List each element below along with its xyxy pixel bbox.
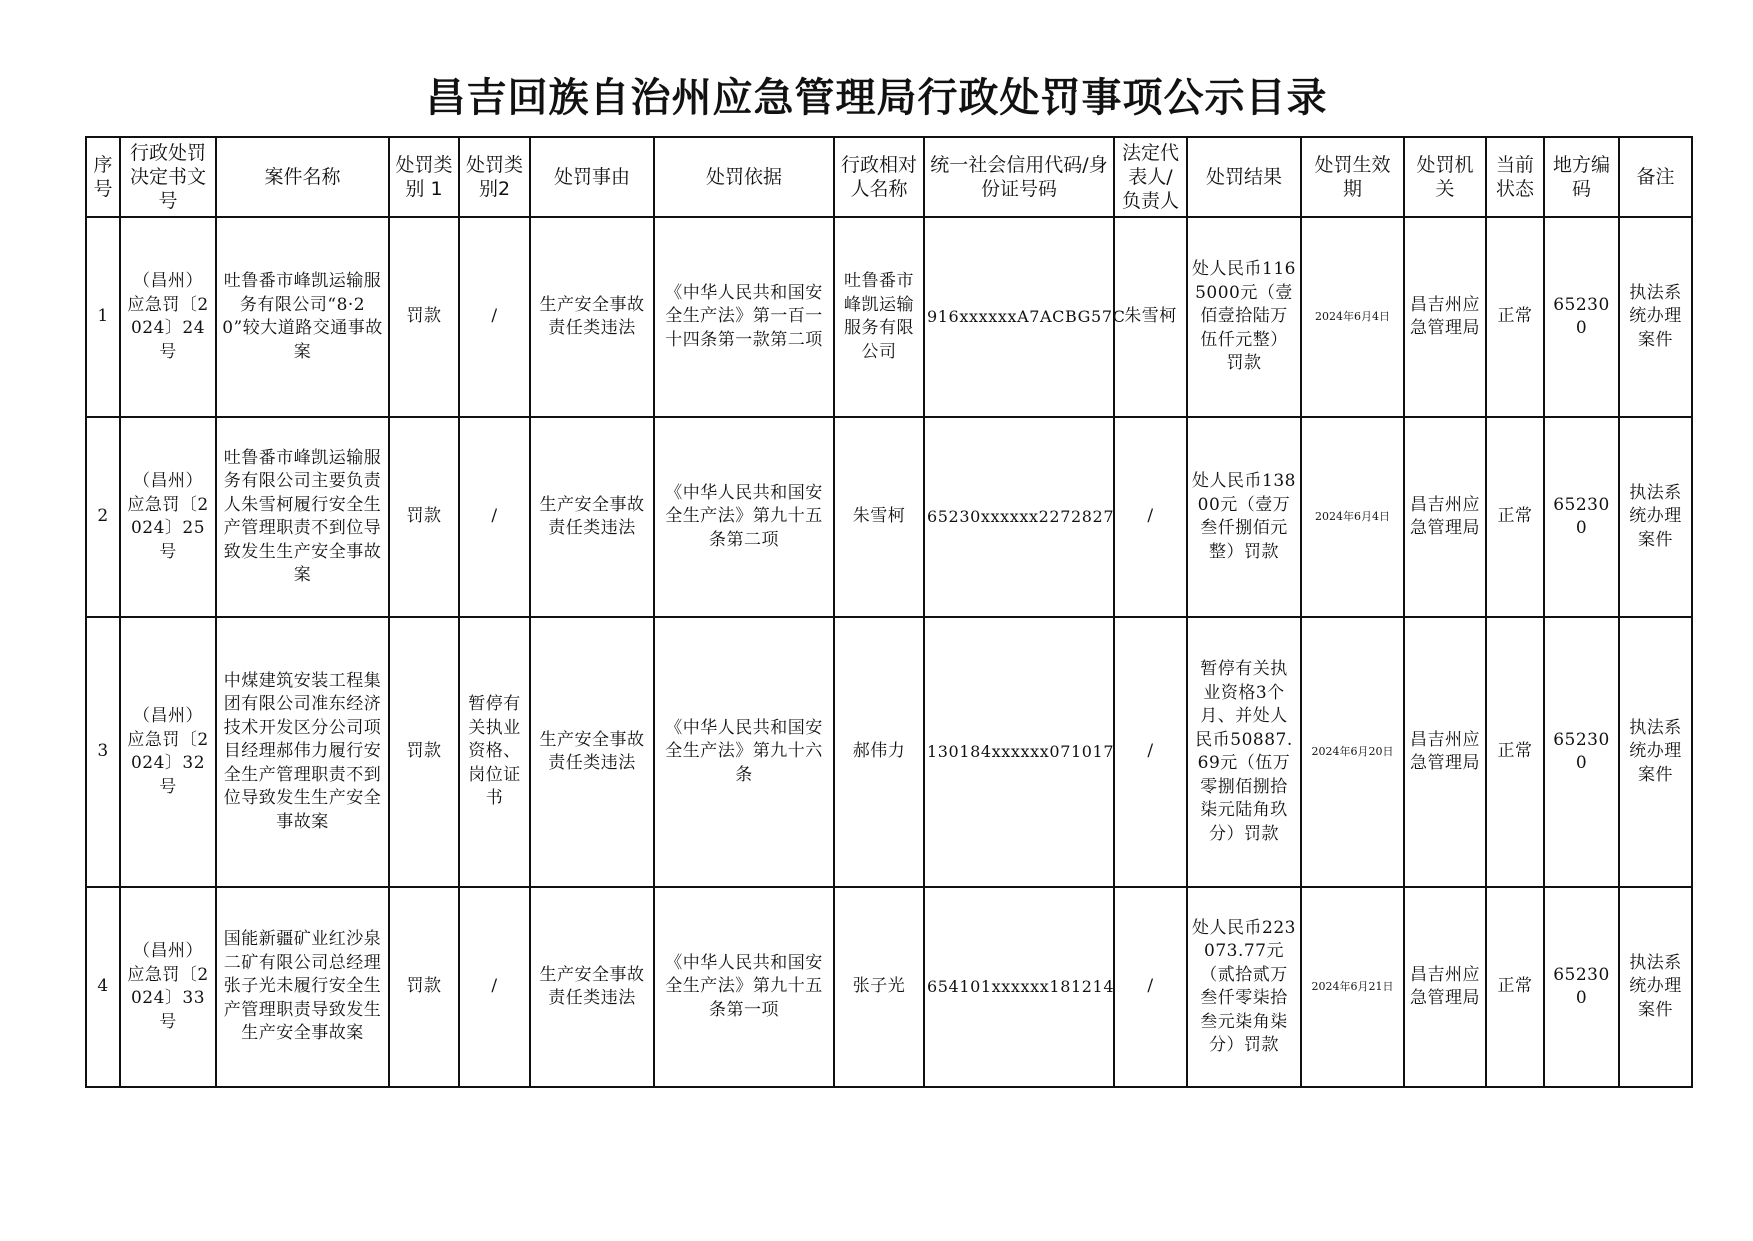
header-credit-code: 统一社会信用代码/身份证号码: [924, 137, 1114, 217]
header-reason: 处罚事由: [530, 137, 654, 217]
cell-case-name: 中煤建筑安装工程集团有限公司准东经济技术开发区分公司项目经理郝伟力履行安全生产管理职责不到位导致发生生产安全事故案: [216, 617, 389, 887]
header-result: 处罚结果: [1187, 137, 1301, 217]
header-status: 当前状态: [1486, 137, 1544, 217]
cell-remark: 执法系统办理案件: [1619, 417, 1692, 617]
header-case-name: 案件名称: [216, 137, 389, 217]
header-effective-date: 处罚生效期: [1301, 137, 1404, 217]
cell-region-code: 652300: [1544, 617, 1619, 887]
cell-type1: 罚款: [389, 417, 459, 617]
table-row: [86, 887, 1692, 1087]
cell-case-name: 吐鲁番市峰凯运输服务有限公司“8·20”较大道路交通事故案: [216, 217, 389, 417]
cell-authority: 昌吉州应急管理局: [1404, 217, 1486, 417]
penalty-table: [85, 136, 1693, 1088]
cell-case-name: 国能新疆矿业红沙泉二矿有限公司总经理张子光未履行安全生产管理职责导致发生生产安全事故案: [216, 887, 389, 1087]
header-type2: 处罚类别2: [459, 137, 530, 217]
cell-reason: 生产安全事故责任类违法: [530, 417, 654, 617]
cell-remark: 执法系统办理案件: [1619, 217, 1692, 417]
cell-region-code: 652300: [1544, 887, 1619, 1087]
cell-credit-code: 916xxxxxxA7ACBG57C: [924, 217, 1114, 417]
cell-credit-code: 654101xxxxxx181214: [924, 887, 1114, 1087]
cell-type2: 暂停有关执业资格、岗位证书: [459, 617, 530, 887]
cell-type2: /: [459, 887, 530, 1087]
cell-basis: 《中华人民共和国安全生产法》第九十五条第一项: [654, 887, 834, 1087]
cell-case-name: 吐鲁番市峰凯运输服务有限公司主要负责人朱雪柯履行安全生产管理职责不到位导致发生生产安全事故案: [216, 417, 389, 617]
cell-seq: 2: [86, 417, 120, 617]
cell-type1: 罚款: [389, 217, 459, 417]
cell-legal-rep: 朱雪柯: [1114, 217, 1187, 417]
cell-result: 暂停有关执业资格3个月、并处人民币50887.69元（伍万零捌佰捌拾柒元陆角玖分）罚款: [1187, 617, 1301, 887]
cell-region-code: 652300: [1544, 217, 1619, 417]
cell-remark: 执法系统办理案件: [1619, 887, 1692, 1087]
cell-legal-rep: /: [1114, 887, 1187, 1087]
cell-party: 朱雪柯: [834, 417, 924, 617]
page-title: 昌吉回族自治州应急管理局行政处罚事项公示目录: [425, 74, 1328, 121]
cell-doc-no: （昌州）应急罚〔2024〕24号: [120, 217, 216, 417]
header-doc-no: 行政处罚决定书文号: [120, 137, 216, 217]
table-row: [86, 617, 1692, 887]
cell-reason: 生产安全事故责任类违法: [530, 887, 654, 1087]
cell-party: 吐鲁番市峰凯运输服务有限公司: [834, 217, 924, 417]
cell-basis: 《中华人民共和国安全生产法》第九十六条: [654, 617, 834, 887]
cell-remark: 执法系统办理案件: [1619, 617, 1692, 887]
cell-authority: 昌吉州应急管理局: [1404, 617, 1486, 887]
header-seq: 序号: [86, 137, 120, 217]
cell-type1: 罚款: [389, 617, 459, 887]
cell-legal-rep: /: [1114, 417, 1187, 617]
cell-legal-rep: /: [1114, 617, 1187, 887]
cell-region-code: 652300: [1544, 417, 1619, 617]
cell-type1: 罚款: [389, 887, 459, 1087]
header-type1: 处罚类别 1: [389, 137, 459, 217]
header-basis: 处罚依据: [654, 137, 834, 217]
cell-seq: 1: [86, 217, 120, 417]
cell-result: 处人民币13800元（壹万叁仟捌佰元整）罚款: [1187, 417, 1301, 617]
cell-doc-no: （昌州）应急罚〔2024〕25号: [120, 417, 216, 617]
header-party: 行政相对人名称: [834, 137, 924, 217]
cell-basis: 《中华人民共和国安全生产法》第一百一十四条第一款第二项: [654, 217, 834, 417]
cell-credit-code: 65230xxxxxx2272827: [924, 417, 1114, 617]
cell-effective-date: 2024年6月4日: [1301, 417, 1404, 617]
table-row: [86, 217, 1692, 417]
header-row: [86, 137, 1692, 217]
cell-status: 正常: [1486, 617, 1544, 887]
cell-seq: 4: [86, 887, 120, 1087]
cell-seq: 3: [86, 617, 120, 887]
header-legal-rep: 法定代表人/负责人: [1114, 137, 1187, 217]
cell-type2: /: [459, 217, 530, 417]
header-region-code: 地方编码: [1544, 137, 1619, 217]
cell-authority: 昌吉州应急管理局: [1404, 887, 1486, 1087]
cell-reason: 生产安全事故责任类违法: [530, 217, 654, 417]
cell-party: 张子光: [834, 887, 924, 1087]
cell-result: 处人民币223073.77元（贰拾贰万叁仟零柒拾叁元柒角柒分）罚款: [1187, 887, 1301, 1087]
cell-authority: 昌吉州应急管理局: [1404, 417, 1486, 617]
cell-status: 正常: [1486, 887, 1544, 1087]
cell-status: 正常: [1486, 417, 1544, 617]
cell-effective-date: 2024年6月20日: [1301, 617, 1404, 887]
cell-status: 正常: [1486, 217, 1544, 417]
cell-effective-date: 2024年6月21日: [1301, 887, 1404, 1087]
table-row: [86, 417, 1692, 617]
header-authority: 处罚机关: [1404, 137, 1486, 217]
cell-party: 郝伟力: [834, 617, 924, 887]
cell-type2: /: [459, 417, 530, 617]
cell-doc-no: （昌州）应急罚〔2024〕32号: [120, 617, 216, 887]
cell-reason: 生产安全事故责任类违法: [530, 617, 654, 887]
cell-result: 处人民币1165000元（壹佰壹拾陆万伍仟元整）罚款: [1187, 217, 1301, 417]
cell-effective-date: 2024年6月4日: [1301, 217, 1404, 417]
cell-credit-code: 130184xxxxxx071017: [924, 617, 1114, 887]
cell-doc-no: （昌州）应急罚〔2024〕33号: [120, 887, 216, 1087]
cell-basis: 《中华人民共和国安全生产法》第九十五条第二项: [654, 417, 834, 617]
header-remark: 备注: [1619, 137, 1692, 217]
